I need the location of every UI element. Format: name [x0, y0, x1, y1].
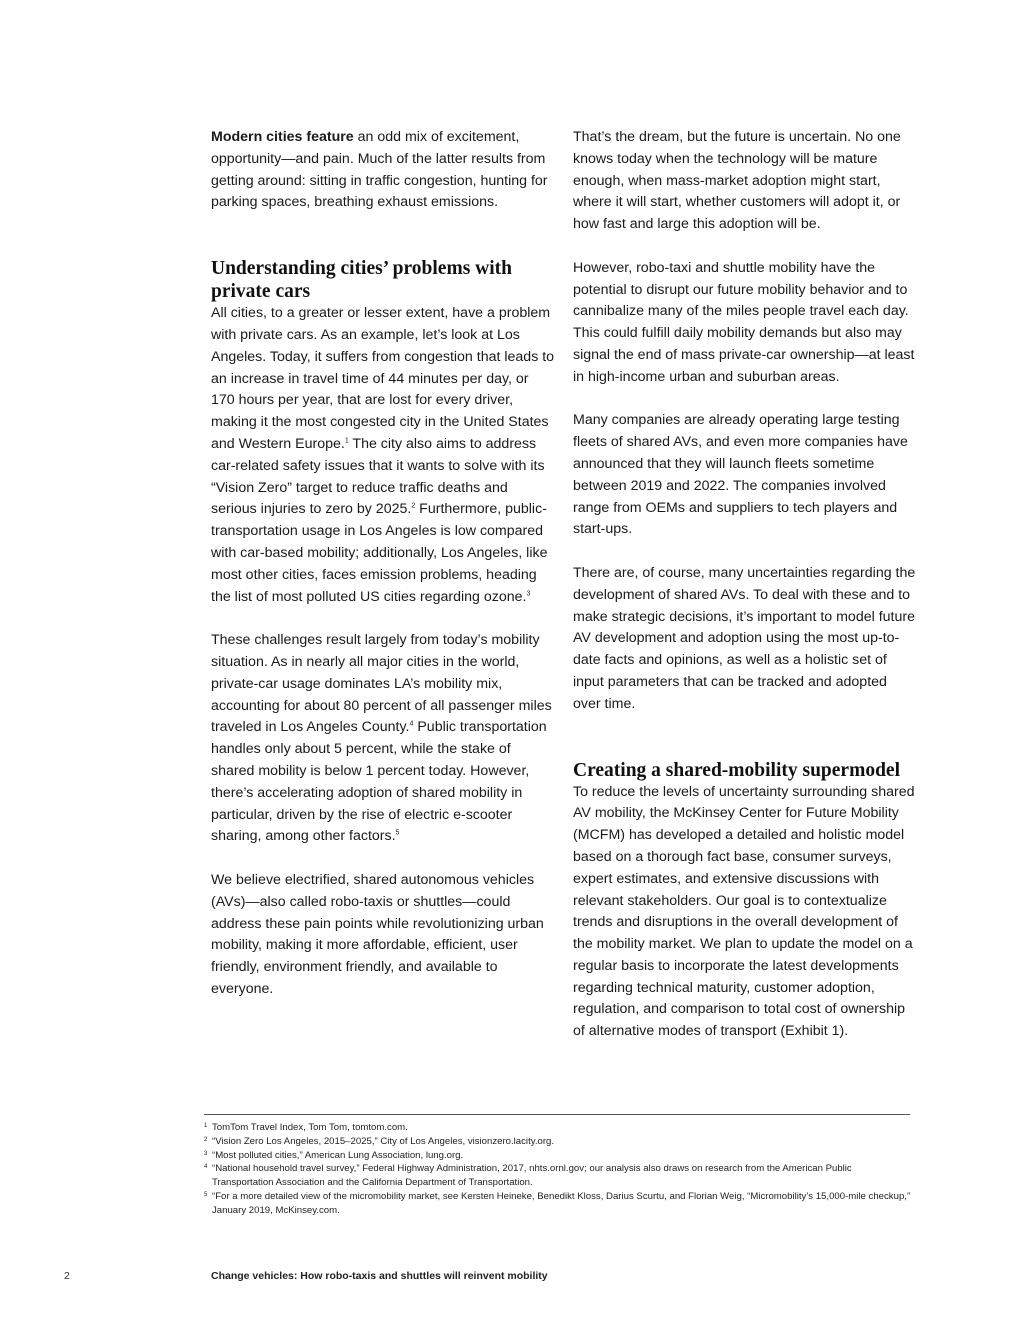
footnote-number: 2	[204, 1136, 208, 1143]
page-number: 2	[64, 1270, 70, 1282]
para-text: All cities, to a greater or lesser extent, have a problem with private cars. As an example, let’s look at Los Angeles. Today, it suffers from congestion that leads to an increase in travel time of 44 minutes per day, or 170 hours per year, that are lost for every driver, making it the most congested city in the United States and Western Europe.	[211, 305, 555, 452]
section-heading-supermodel: Creating a shared-mobility supermodel	[573, 759, 900, 781]
body-paragraph-disrupt: However, robo-taxi and shuttle mobility have the potential to disrupt our future mobility behavior and to cannibalize many of the miles people travel each day. This could fulfill daily mobility demands but also may signal the end of mass private-car ownership—at least in high-income urban and suburban areas.	[573, 259, 915, 385]
footnote-text: TomTom Travel Index, Tom Tom, tomtom.com.	[212, 1122, 408, 1133]
footnote-text: “Vision Zero Los Angeles, 2015–2025,” City of Los Angeles, visionzero.lacity.org.	[212, 1135, 555, 1147]
footnote-text: “Most polluted cities,” American Lung Association, lung.org.	[212, 1149, 464, 1161]
section-heading-cities-problems: Understanding cities’ problems with private cars	[211, 258, 513, 303]
footnote-number: 1	[204, 1123, 208, 1129]
footnotes	[204, 1121, 914, 1218]
right-column	[573, 127, 918, 1043]
footnote-number: 4	[204, 1164, 208, 1171]
body-paragraph-companies: Many companies are already operating large testing fleets of shared AVs, and even more companies have announced that they will launch fleets sometime between 2019 and 2022. The companies involved range from OEMs and suppliers to tech players and start-ups.	[573, 412, 908, 538]
intro-lead: Modern cities feature	[211, 129, 354, 145]
footnote-item	[204, 1121, 914, 1135]
body-paragraph-dream: That’s the dream, but the future is uncertain. No one knows today when the technology will be mature enough, when mass-market adoption might start, where it will start, whether customers will adopt it, or how fast and large this adoption will be.	[573, 129, 901, 233]
footnote-ref-2: 2	[411, 502, 416, 510]
footnote-item	[204, 1149, 914, 1163]
body-paragraph-belief: We believe electrified, shared autonomous vehicles (AVs)—also called robo-taxis or shuttles—could address these pain points while revolutionizing urban mobility, making it more affordable, efficient, user friendly, environment friendly, and available to everyone.	[211, 871, 544, 997]
footnote-number: 5	[204, 1191, 208, 1198]
footnote-item	[204, 1135, 914, 1149]
footnote-ref-4: 4	[409, 720, 414, 728]
footnote-text: “For a more detailed view of the micromobility market, see Kersten Heineke, Benedikt Kloss, Darius Scurtu, and Florian Weig, “Micromobility’s 15,000-mile checkup,” January 2019, McKinsey.com.	[212, 1190, 911, 1216]
para-text: These challenges result largely from today’s mobility situation. As in nearly all major cities in the world, private-car usage dominates LA’s mobility mix, accounting for about 80 percent of all passenger miles traveled in Los Angeles County.	[211, 632, 552, 736]
para-text: The city also aims to address car-related safety issues that it wants to solve with its “Vision Zero” target to reduce traffic deaths and serious injuries to zero by 2025.	[211, 435, 545, 518]
footnote-item	[204, 1162, 914, 1190]
body-paragraph-challenges	[211, 630, 556, 848]
left-column	[211, 127, 556, 1001]
footnote-number: 3	[204, 1150, 208, 1157]
footnote-ref-1: 1	[344, 437, 349, 445]
para-text: Public transportation handles only about 5 percent, while the stake of shared mobility is below 1 percent today. However, there’s accelerating adoption of shared mobility in particular, driven by the rise of electric e-scooter sharing, among other factors.	[211, 719, 547, 845]
para-text: Furthermore, public-transportation usage in Los Angeles is low compared with car-based mobility; additionally, Los Angeles, like most other cities, faces emission problems, heading the list of most polluted US cities regarding ozone.	[211, 501, 548, 605]
body-paragraph-mcfm: To reduce the levels of uncertainty surrounding shared AV mobility, the McKinsey Center for Future Mobility (MCFM) has developed a detailed and holistic model based on a thorough fact base, consumer surveys, expert estimates, and extensive discussions with relevant stakeholders. Our goal is to contextualize trends and disruptions in the overall development of the mobility market. We plan to update the model on a regular basis to incorporate the latest developments regarding technical maturity, customer adoption, regulation, and comparison to total cost of ownership of alternative modes of transport (Exhibit 1).	[573, 783, 915, 1040]
body-paragraph-uncertainties: There are, of course, many uncertainties regarding the development of shared AVs. To deal with these and to make strategic decisions, it’s important to model future AV development and adoption using the most up-to-date facts and opinions, as well as a holistic set of input parameters that can be tracked and adopted over time.	[573, 564, 916, 712]
footnote-divider	[204, 1114, 910, 1115]
body-paragraph-la	[211, 303, 556, 608]
footnote-ref-3: 3	[526, 589, 531, 597]
footnote-item	[204, 1190, 914, 1218]
running-title: Change vehicles: How robo-taxis and shuttles will reinvent mobility	[211, 1270, 548, 1282]
footnote-text: “National household travel survey,” Federal Highway Administration, 2017, nhts.ornl.gov; our analysis also draws on research from the American Public Transportation Association and the California Department of Transportation.	[212, 1163, 852, 1189]
footnote-ref-5: 5	[395, 829, 400, 837]
intro-rest: an odd mix of excitement, opportunity—and pain. Much of the latter results from getting around: sitting in traffic congestion, hunting for parking spaces, breathing exhaust emissions.	[211, 129, 548, 211]
intro-paragraph	[211, 127, 556, 214]
